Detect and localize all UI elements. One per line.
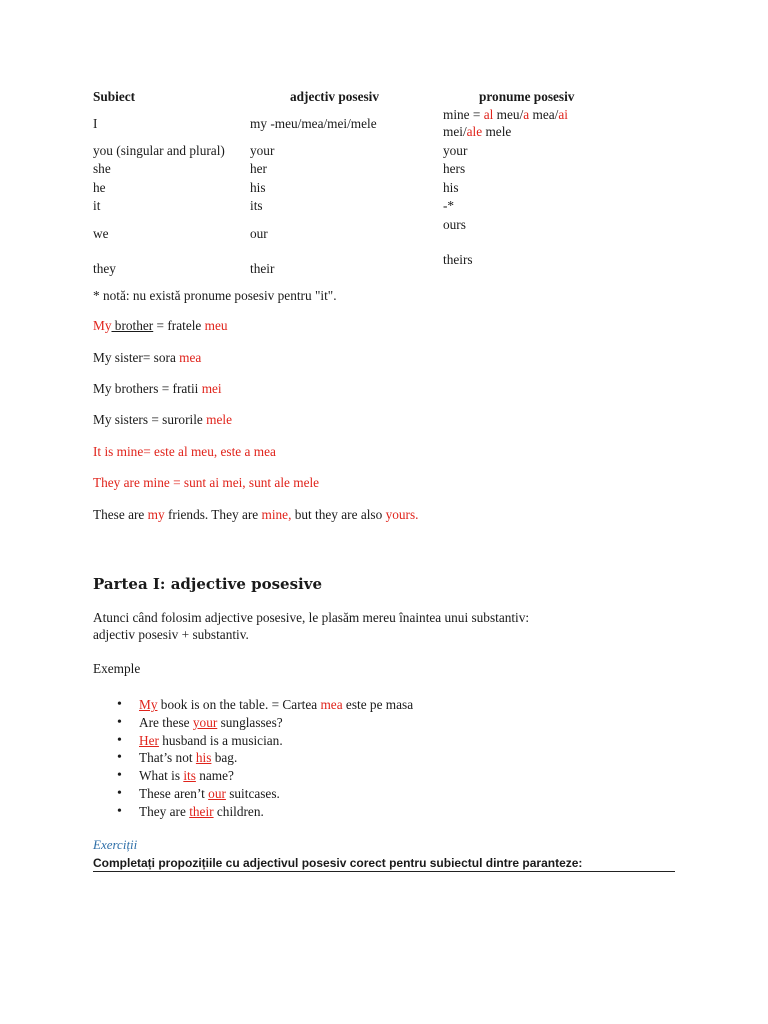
table-cell-pronoun: -* — [443, 198, 455, 213]
table-cell-subject: you (singular and plural) — [93, 143, 225, 158]
table-cell-pronoun: your — [443, 143, 468, 158]
example-line: My brothers = fratii mei — [93, 381, 222, 396]
list-item: • What is its name? — [93, 767, 413, 785]
divider-line — [93, 871, 675, 872]
table-cell-adjective: his — [250, 180, 266, 195]
intro-line: Atunci când folosim adjective posesive, le plasăm mereu înaintea unui substantiv: — [93, 610, 530, 625]
list-item: • That’s not his bag. — [93, 749, 413, 767]
example-line: It is mine= este al meu, este a mea — [93, 444, 276, 459]
table-cell-adjective: our — [250, 226, 268, 241]
table-cell-pronoun: theirs — [443, 252, 473, 267]
exercise-title: Exerciții — [93, 837, 138, 852]
list-item: • Are these your sunglasses? — [93, 714, 413, 732]
table-cell-subject: we — [93, 226, 109, 241]
table-header-adjective: adjectiv posesiv — [290, 89, 380, 104]
example-line: My brother = fratele meu — [93, 318, 228, 333]
table-cell-adjective: her — [250, 161, 267, 176]
table-cell-subject: he — [93, 180, 106, 195]
table-cell-pronoun: mine = al meu/a mea/ai — [443, 107, 568, 122]
example-bullet-list — [93, 696, 413, 821]
intro-line: adjectiv posesiv + substantiv. — [93, 627, 249, 642]
table-cell-subject: they — [93, 261, 116, 276]
list-item: • These aren’t our suitcases. — [93, 785, 413, 803]
table-cell-pronoun: ours — [443, 217, 466, 232]
table-cell-pronoun-line2: mei/ale mele — [443, 124, 512, 139]
table-cell-adjective: its — [250, 198, 263, 213]
table-header-pronoun: pronume posesiv — [479, 89, 575, 104]
table-cell-adjective: my -meu/mea/mei/mele — [250, 116, 377, 131]
example-line: My sisters = surorile mele — [93, 412, 232, 427]
list-item: • They are their children. — [93, 803, 413, 821]
table-cell-subject: I — [93, 116, 98, 131]
table-cell-adjective: your — [250, 143, 275, 158]
table-header-subject: Subiect — [93, 89, 136, 104]
example-line: These are my friends. They are mine, but they are also yours. — [93, 507, 419, 522]
table-cell-subject: it — [93, 198, 101, 213]
table-cell-pronoun: his — [443, 180, 459, 195]
examples-label: Exemple — [93, 661, 141, 676]
table-cell-adjective: their — [250, 261, 275, 276]
example-line: My sister= sora mea — [93, 350, 202, 365]
table-cell-subject: she — [93, 161, 111, 176]
exercise-instruction: Completați propozițiile cu adjectivul posesiv corect pentru subiectul dintre paranteze: — [93, 856, 583, 870]
list-item: • Her husband is a musician. — [93, 732, 413, 750]
example-line: They are mine = sunt ai mei, sunt ale mele — [93, 475, 320, 490]
section-heading: Partea I: adjective posesive — [93, 575, 322, 593]
list-item: • My book is on the table. = Cartea mea este pe masa — [93, 696, 413, 714]
table-cell-pronoun: hers — [443, 161, 466, 176]
table-note: * notă: nu există pronume posesiv pentru "it". — [93, 288, 337, 303]
